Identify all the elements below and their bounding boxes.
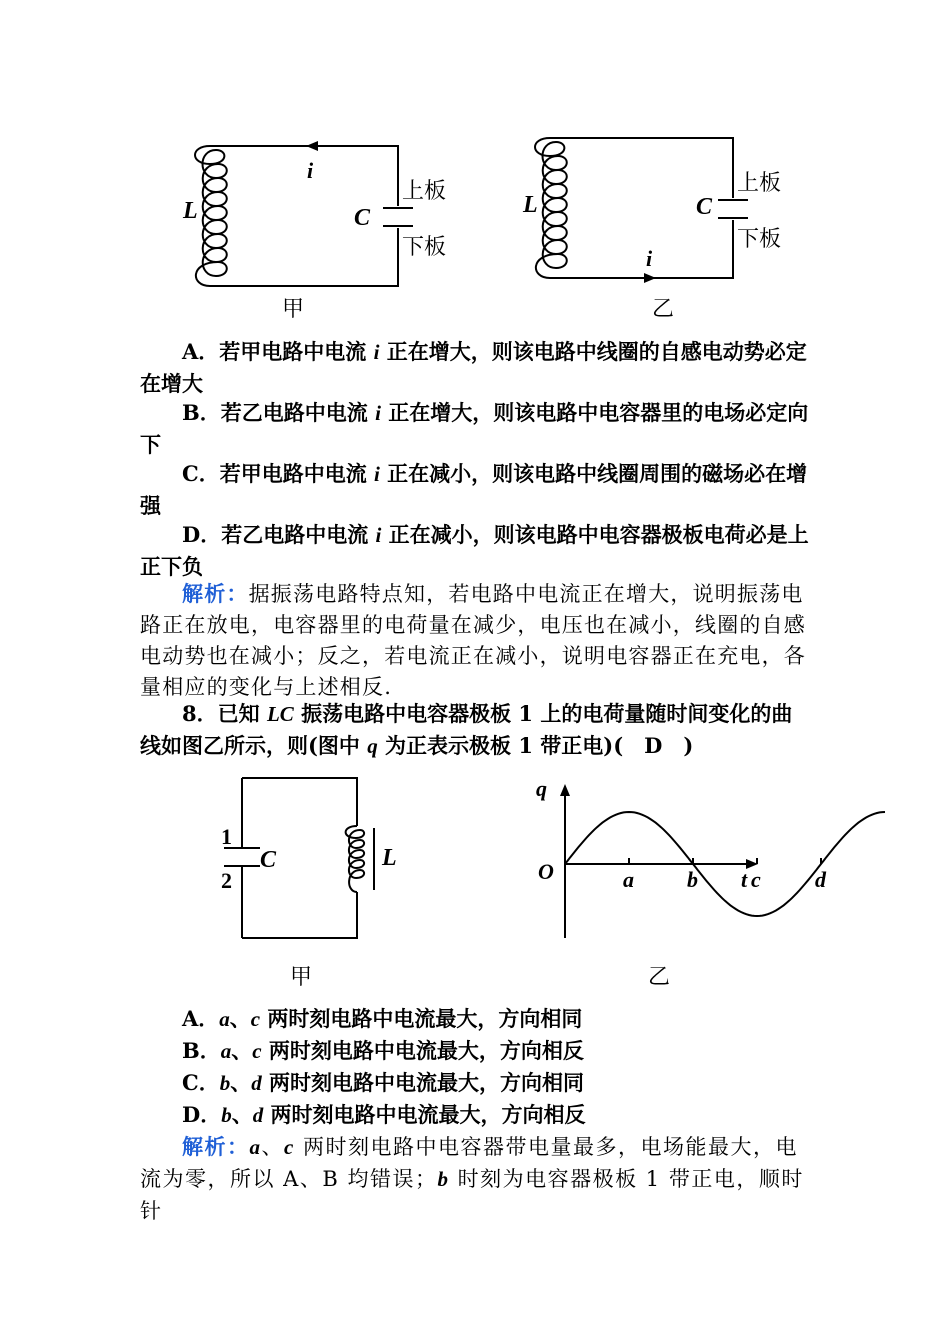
option-var-1: a [220, 1039, 232, 1063]
circuit-yi-top-wire [550, 138, 733, 198]
option-text: 两时刻电路中电流最大，方向相同 [261, 1070, 585, 1095]
q7-option-a [140, 336, 812, 399]
q7-analysis [140, 578, 812, 703]
option-var-2: d [251, 1071, 262, 1095]
current-arrow-right [644, 273, 656, 283]
option-text-part2: 正在减小，则该电路中线圈周围的磁场必在增强 [140, 461, 808, 518]
capacitor-label: C [354, 205, 371, 231]
option-letter: A． [182, 1006, 220, 1031]
option-var-2: c [250, 1007, 261, 1031]
option-text-part2: 正在减小，则该电路中电容器极板电荷必是上正下负 [140, 522, 809, 579]
inductor-label: L [523, 192, 538, 218]
inductor-coil [346, 826, 364, 892]
inductor-label: L [183, 198, 198, 224]
option-sep: 、 [231, 1102, 253, 1127]
option-letter: D． [182, 522, 222, 547]
figure-lc-circuits-q7 [170, 130, 820, 330]
option-var-1: b [221, 1103, 232, 1127]
option-text-part2: 正在增大，则该电路中线圈的自感电动势必定在增大 [140, 339, 807, 396]
circuit-jia [195, 146, 413, 286]
stem-lc: LC [266, 702, 294, 726]
stem-text-pre: 已知 [217, 701, 267, 726]
q7-option-b [140, 397, 812, 460]
circuit-yi [535, 138, 748, 278]
q8-option-d [140, 1099, 812, 1131]
circuit-jia-bottom-wire [210, 228, 398, 286]
caption-yi: 乙 [652, 297, 675, 322]
q7-option-c [140, 458, 812, 521]
inductor-coil [195, 146, 227, 286]
stem-text-post: 为正表示极板 1 带正电)( [377, 733, 645, 758]
option-variable: i [374, 462, 380, 486]
option-variable: i [373, 340, 380, 364]
x-axis-label: t [741, 867, 748, 892]
capacitor-label: C [696, 194, 713, 220]
top-plate-label: 上板 [402, 179, 447, 204]
option-text-part1: 若甲电路中电流 [219, 461, 375, 486]
plate-2-label: 2 [221, 868, 232, 893]
answer-letter: D [644, 733, 663, 758]
analysis-label: 解析： [182, 1134, 250, 1159]
q8-stem [140, 698, 812, 762]
option-var-1: b [219, 1071, 231, 1095]
origin-label: O [538, 859, 554, 884]
option-text: 两时刻电路中电流最大，方向相反 [263, 1102, 586, 1127]
bottom-plate-label: 下板 [737, 227, 782, 252]
option-text: 两时刻电路中电流最大，方向相反 [261, 1038, 584, 1063]
x-tick-label-c: c [751, 867, 761, 892]
option-letter: B． [182, 400, 221, 425]
stem-text-mid: 振荡电路中电容器极板 1 上的电荷量随时间变化的曲线如图乙所示，则(图中 [140, 701, 793, 758]
bottom-wire [242, 892, 357, 938]
figure-lc-q8 [210, 770, 826, 1000]
y-axis-label: q [536, 776, 547, 801]
option-sep: 、 [229, 1006, 251, 1031]
option-variable: i [375, 401, 381, 425]
q7-option-d [140, 519, 812, 582]
option-text: 两时刻电路中电流最大，方向相同 [260, 1006, 583, 1031]
analysis-sep: 、 [261, 1135, 284, 1159]
option-letter: A． [182, 339, 220, 364]
bottom-plate-label: 下板 [402, 235, 447, 260]
analysis-text-1: 两时刻电路中电容器带电量最多，电场能最大，电流为零，所以 A、B 均错误； [140, 1135, 799, 1191]
x-tick-label-b: b [687, 867, 698, 892]
x-tick-label-d: d [815, 867, 826, 892]
analysis-text: 据振荡电路特点知，若电路中电流正在增大，说明振荡电路正在放电，电容器里的电荷量在减少，电压也在减小，线圈的自感电动势也在减小；反之，若电流正在减小，说明电容器正在充电，各量相应的变化与上述相反. [140, 582, 806, 699]
option-sep: 、 [231, 1038, 253, 1063]
current-label: i [307, 158, 314, 183]
plate-1-label: 1 [221, 824, 232, 849]
analysis-var-1: a [249, 1135, 262, 1159]
figure-lc-circuits-q7-svg [170, 130, 820, 330]
option-letter: C． [182, 461, 220, 486]
option-letter: D． [182, 1102, 222, 1127]
q-t-graph [560, 784, 885, 938]
caption-jia: 甲 [282, 297, 305, 322]
x-tick-label-a: a [623, 867, 634, 892]
circuit-yi-bottom-wire [550, 220, 733, 278]
analysis-text-2: 时刻为电容器极板 1 带正电，顺时针 [140, 1167, 804, 1223]
option-text-part1: 若乙电路中电流 [220, 400, 376, 425]
q8-option-c [140, 1067, 812, 1099]
figure-lc-q8-svg [210, 770, 826, 1000]
q8-analysis [140, 1131, 812, 1227]
option-var-2: c [252, 1039, 262, 1063]
top-wire [242, 778, 357, 826]
option-var-1: a [219, 1007, 230, 1031]
option-letter: B． [182, 1038, 221, 1063]
caption-jia: 甲 [290, 965, 313, 990]
current-label: i [646, 246, 653, 271]
option-text-part2: 正在增大，则该电路中电容器里的电场必定向下 [140, 400, 809, 457]
inductor-coil [535, 138, 567, 278]
q8-option-b [140, 1035, 812, 1067]
question-number: 8． [182, 701, 218, 726]
option-text-part1: 若乙电路中电流 [221, 522, 376, 547]
capacitor-label: C [260, 847, 277, 873]
circuit-q8 [224, 778, 374, 938]
analysis-var-2: c [284, 1135, 295, 1159]
current-arrow-left [306, 141, 318, 151]
y-axis-arrow [560, 784, 570, 796]
stem-q: q [367, 734, 378, 758]
option-variable: i [375, 523, 382, 547]
inductor-label: L [382, 845, 397, 871]
option-sep: 、 [230, 1070, 252, 1095]
q8-option-a [140, 1003, 812, 1035]
option-letter: C． [182, 1070, 220, 1095]
option-text-part1: 若甲电路中电流 [219, 339, 374, 364]
analysis-var-3: b [437, 1167, 450, 1191]
analysis-label: 解析： [182, 581, 249, 606]
option-var-2: d [252, 1103, 264, 1127]
stem-close: ) [662, 733, 694, 758]
caption-yi: 乙 [648, 965, 671, 990]
circuit-jia-top-wire [210, 146, 398, 206]
top-plate-label: 上板 [737, 171, 782, 196]
